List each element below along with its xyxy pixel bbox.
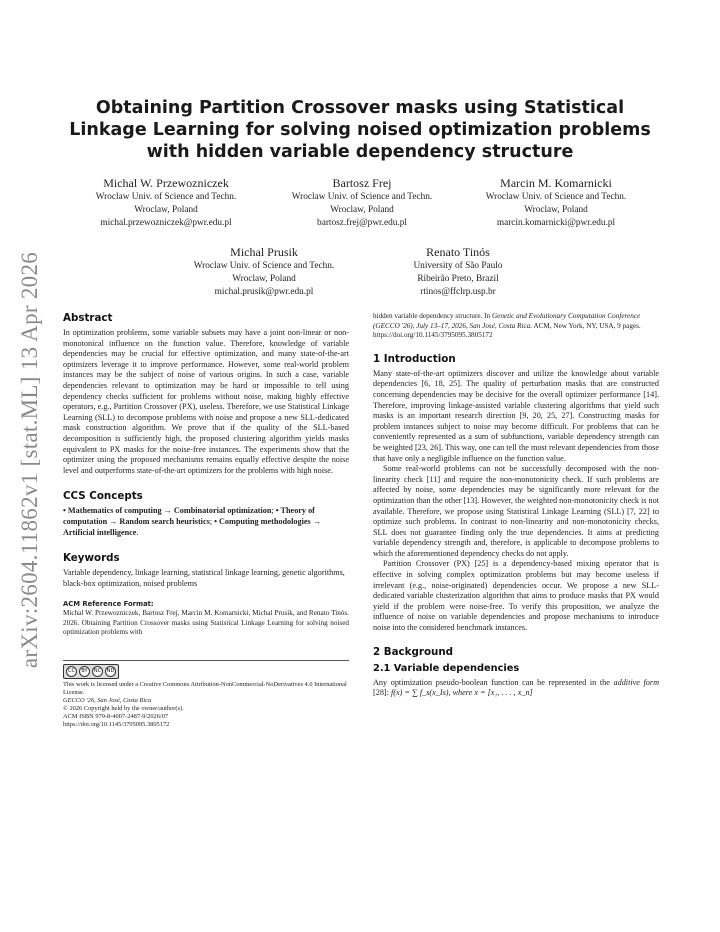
author-block xyxy=(164,245,364,299)
intro-heading: 1 Introduction xyxy=(373,352,456,365)
abstract-heading: Abstract xyxy=(63,312,113,324)
author-name: Michal W. Przewozniczek xyxy=(103,176,229,190)
author-block xyxy=(262,176,462,230)
author-location: Wroclaw, Poland xyxy=(232,274,296,284)
author-name: Renato Tinós xyxy=(426,245,490,259)
license-venue: GECCO '26, San José, Costa Rica xyxy=(63,697,152,705)
license-isbn: ACM ISBN 979-8-4007-2487-9/2026/07 xyxy=(63,713,169,721)
background-heading: 2 Background xyxy=(373,645,454,658)
author-affiliation: Wroclaw Univ. of Science and Techn. xyxy=(193,261,335,271)
nc-icon: NC xyxy=(92,666,103,677)
intro-paragraph: Some real-world problems can not be successfully decomposed with the non-linearity check [11] and require the non-monotonicity check. If such problems are affected by noise, some dependencies may be significantly more relevant for the optimization than the other [13]. However, the weighted non-monotonicity check is not available. Therefore, we propose using Statistical Linkage Learning (SLL) [7, 22] to optimize such problems. In contrast to non-linearity and non-monotonicity checks, SLL does not guarantee finding only the true dependencies. It aims at predicting variable dependency strength and, therefore, is applicable to decompose problems to which the aforementioned dependency checks do not apply. xyxy=(373,464,659,558)
ccs-heading: CCS Concepts xyxy=(63,490,143,503)
author-name: Bartosz Frej xyxy=(332,176,392,190)
author-block xyxy=(456,176,656,230)
author-affiliation: Wroclaw Univ. of Science and Techn. xyxy=(485,192,627,202)
license-text: This work is licensed under a Creative Commons Attribution-NonCommercial-NoDerivatives 4.0 International License. xyxy=(63,681,347,697)
intro-paragraph: Partition Crossover (PX) [25] is a dependency-based mixing operator that is effective in solving complex optimization problems but may become useless if irrelevant (e.g., noise-originated) dependencies occur. We propose a new SLL-dedicated variable clusterization algorithm that aims to produce masks that PX would yield if the problem were noise-free. To verify this proposition, we analyze the influence of noise on variable dependencies and propose mechanisms to introduce noise into the considered benchmark instances. xyxy=(373,559,659,633)
author-location: Ribeirão Preto, Brazil xyxy=(417,274,499,284)
author-affiliation: Wroclaw Univ. of Science and Techn. xyxy=(291,192,433,202)
license-copyright: © 2026 Copyright held by the owner/author(s). xyxy=(63,705,184,713)
ccs-item: • Mathematics of computing → Combinatorial optimization xyxy=(63,506,272,516)
footnote-rule xyxy=(63,660,349,661)
left-column xyxy=(63,312,349,729)
keywords-text: Variable dependency, linkage learning, statistical linkage learning, genetic algorithms, black-box optimization, noised problems xyxy=(63,568,345,588)
author-email: michal.prusik@pwr.edu.pl xyxy=(214,287,314,297)
author-location: Wroclaw, Poland xyxy=(330,205,394,215)
license-doi: https://doi.org/10.1145/3795095.3805172 xyxy=(63,721,170,729)
additive-form-formula: f(x) = ∑ f_s(x_Is), where x = [x₁, . . . , x_n] xyxy=(390,688,533,698)
variable-dependencies-heading: 2.1 Variable dependencies xyxy=(373,662,520,674)
abstract-text: In optimization problems, some variable subsets may have a joint non-linear or non-monotonical influence on the function value. Therefore, knowledge of variable dependencies may be crucial for effective optimization, and many state-of-the-art optimizers leverage it to improve performance. However, some real-world problem instances may be the subject of noise of various origins. In such a case, variable dependencies relevant to optimization may be hard or impossible to tell using dependency checks sufficient for problems without noise, making highly effective operators, e.g., Partition Crossover (PX), useless. Therefore, we use Statistical Linkage Learning (SLL) to decompose problems with noise and propose a new SLL-dedicated mask construction algorithm. We prove that if the quality of the SLL-based decomposition is sufficiently high, the proposed clustering algorithm yields masks equivalent to PX masks for the noise-free instances. The experiments show that the optimizer using the proposed mechanisms remains equally effective despite the noise level and outperforms state-of-the-art optimizers for the problems with high noise. xyxy=(63,328,349,475)
author-block xyxy=(358,245,558,299)
author-name: Michal Prusik xyxy=(230,245,298,259)
acm-ref-text: Michal W. Przewozniczek, Bartosz Frej, Marcin M. Komarnicki, Michal Prusik, and Renato Tinós. 2026. Obtaining Partition Crossover masks using Statistical Linkage Learning for solving noised optimization problems with xyxy=(63,609,349,637)
author-location: Wroclaw, Poland xyxy=(134,205,198,215)
intro-paragraph: Many state-of-the-art optimizers discover and utilize the knowledge about variable dependencies [6, 18, 25]. The quality of perturbation masks that are constructed concerning dependencies may be decisive for the overall optimizer performance [14]. Therefore, improving linkage-assisted variable clustering algorithms that yield such masks is an important research direction [9, 20, 25, 27]. Constructing masks for problem instances subject to noise may become difficult. For problems that can be conveniently represented as a sum of subfunctions, variable dependency strength can be weighted [23, 26]. This way, one can tell the most relevant dependencies from those that have only a negligible influence on the function value. xyxy=(373,368,659,463)
paper-title: Obtaining Partition Crossover masks using Statistical Linkage Learning for solving noised optimization problems with hidden variable dependency structure xyxy=(69,98,651,162)
ccs-items: • Mathematics of computing → Combinatorial optimization; • Theory of computation → Random search heuristics; • Computing methodologies → Artificial intelligence. xyxy=(63,506,321,537)
ccs-item: • Theory of computation → Random search heuristics xyxy=(63,506,315,526)
author-location: Wroclaw, Poland xyxy=(524,205,588,215)
arxiv-stamp xyxy=(10,250,50,670)
acm-ref-label: ACM Reference Format: xyxy=(63,600,154,609)
author-email: marcin.komarnicki@pwr.edu.pl xyxy=(496,218,616,228)
author-email: bartosz.frej@pwr.edu.pl xyxy=(317,218,407,228)
right-column xyxy=(373,312,659,699)
cc-icon: CC xyxy=(66,666,77,677)
cc-license-badge xyxy=(63,664,349,679)
keywords-heading: Keywords xyxy=(63,552,120,565)
ccs-item: • Computing methodologies → Artificial intelligence xyxy=(63,516,321,537)
acm-ref-continuation: hidden variable dependency structure. In Genetic and Evolutionary Computation Conference (GECCO '26), July 13–17, 2026, San José, Costa Rica. ACM, New York, NY, USA, 9 pages. https://doi.org/10.1145/3795095.3805172 xyxy=(373,312,641,340)
nd-icon: ND xyxy=(105,666,116,677)
author-affiliation: University of São Paulo xyxy=(413,261,503,271)
author-affiliation: Wroclaw Univ. of Science and Techn. xyxy=(95,192,237,202)
author-email: michal.przewozniczek@pwr.edu.pl xyxy=(100,218,232,228)
arxiv-stamp-text: arXiv:2604.11862v1 [stat.ML] 13 Apr 2026 xyxy=(17,251,42,669)
author-name: Marcin M. Komarnicki xyxy=(500,176,612,190)
background-text: Any optimization pseudo-boolean function can be represented in the additive form [28]: f(x) = ∑ f_s(x_Is), where x = [x₁, . . . , x_n] xyxy=(373,677,659,698)
author-block xyxy=(66,176,266,230)
by-icon: BY xyxy=(79,666,90,677)
author-email: rtinos@ffclrp.usp.br xyxy=(420,287,496,297)
